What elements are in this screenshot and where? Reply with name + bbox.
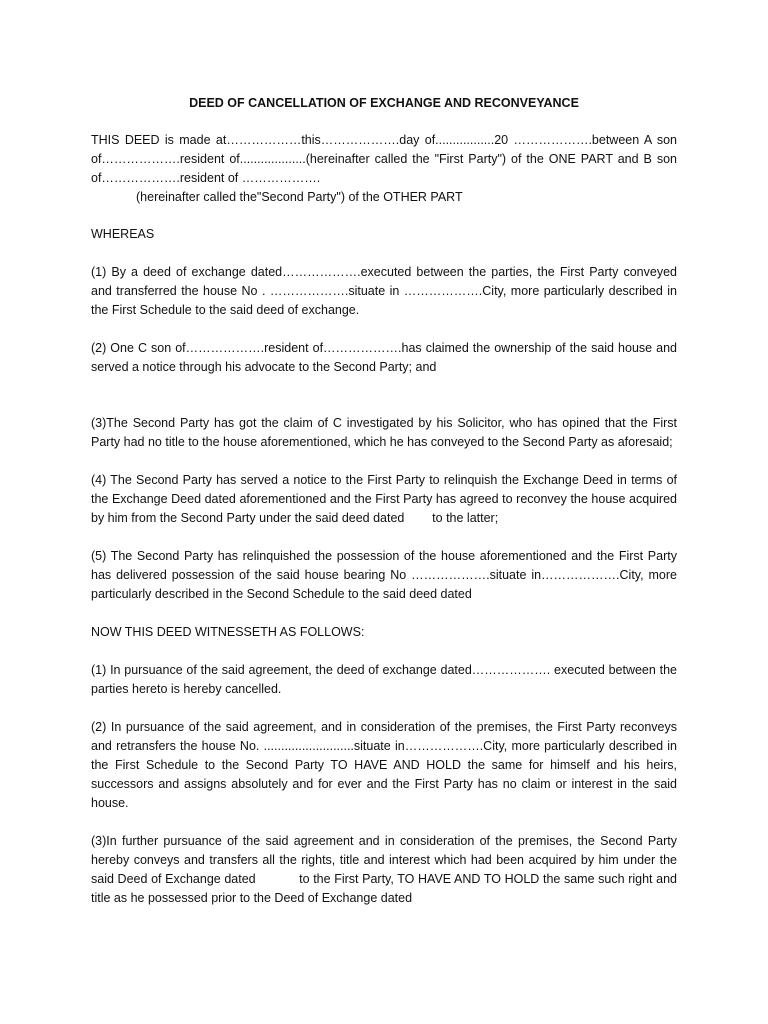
intro-tail-text: (hereinafter called the"Second Party") of the OTHER PART: [136, 190, 463, 204]
intro-paragraph: [91, 131, 677, 207]
whereas-heading: WHEREAS: [91, 227, 155, 241]
clause-1: (1) In pursuance of the said agreement, the deed of exchange dated………………. executed between the parties hereto is hereby cancelled.: [91, 663, 677, 696]
intro-main-text: THIS DEED is made at………………this……………….day of.................20 ……………….between A son of……………….resident of...................(hereinafter called the "First Party") of the ONE PART and B son of……………….resident of ……………….: [91, 133, 677, 185]
recital-3: (3)The Second Party has got the claim of C investigated by his Solicitor, who has opined that the First Party had no title to the house aforementioned, which he has conveyed to the Second Party as aforesaid;: [91, 416, 677, 449]
recital-5: (5) The Second Party has relinquished the possession of the house aforementioned and the First Party has delivered possession of the said house bearing No ……………….situate in……………….City, more particularly described in the Second Schedule to the said deed dated: [91, 549, 677, 601]
deed-page: [91, 94, 681, 927]
clause-2: (2) In pursuance of the said agreement, and in consideration of the premises, the First Party reconveys and retransfers the house No. ..........................situate in……………….City, more particularly described in the First Schedule to the Second Party TO HAVE AND HOLD the same for himself and his heirs, successors and assigns absolutely and for ever and the First Party has no claim or interest in the said house.: [91, 720, 677, 810]
recital-2: (2) One C son of……………….resident of……………….has claimed the ownership of the said house and served a notice through his advocate to the Second Party; and: [91, 341, 677, 374]
witnesseth-heading: NOW THIS DEED WITNESSETH AS FOLLOWS:: [91, 625, 365, 639]
clause-3: (3)In further pursuance of the said agreement and in consideration of the premises, the Second Party hereby conveys and transfers all the rights, title and interest which had been acquired by him under the said Deed of Exchange dated to the First Party, TO HAVE AND TO HOLD the same such right and title as he possessed prior to the Deed of Exchange dated: [91, 834, 681, 905]
recital-4: (4) The Second Party has served a notice to the First Party to relinquish the Exchange Deed in terms of the Exchange Deed dated aforementioned and the First Party has agreed to reconvey the house acquired by him from the Second Party under the said deed dated to the latter;: [91, 473, 681, 525]
recital-1: (1) By a deed of exchange dated……………….executed between the parties, the First Party conveyed and transferred the house No . ……………….situate in ……………….City, more particularly described in the First Schedule to the said deed of exchange.: [91, 265, 677, 317]
document-title: DEED OF CANCELLATION OF EXCHANGE AND RECONVEYANCE: [189, 96, 579, 110]
